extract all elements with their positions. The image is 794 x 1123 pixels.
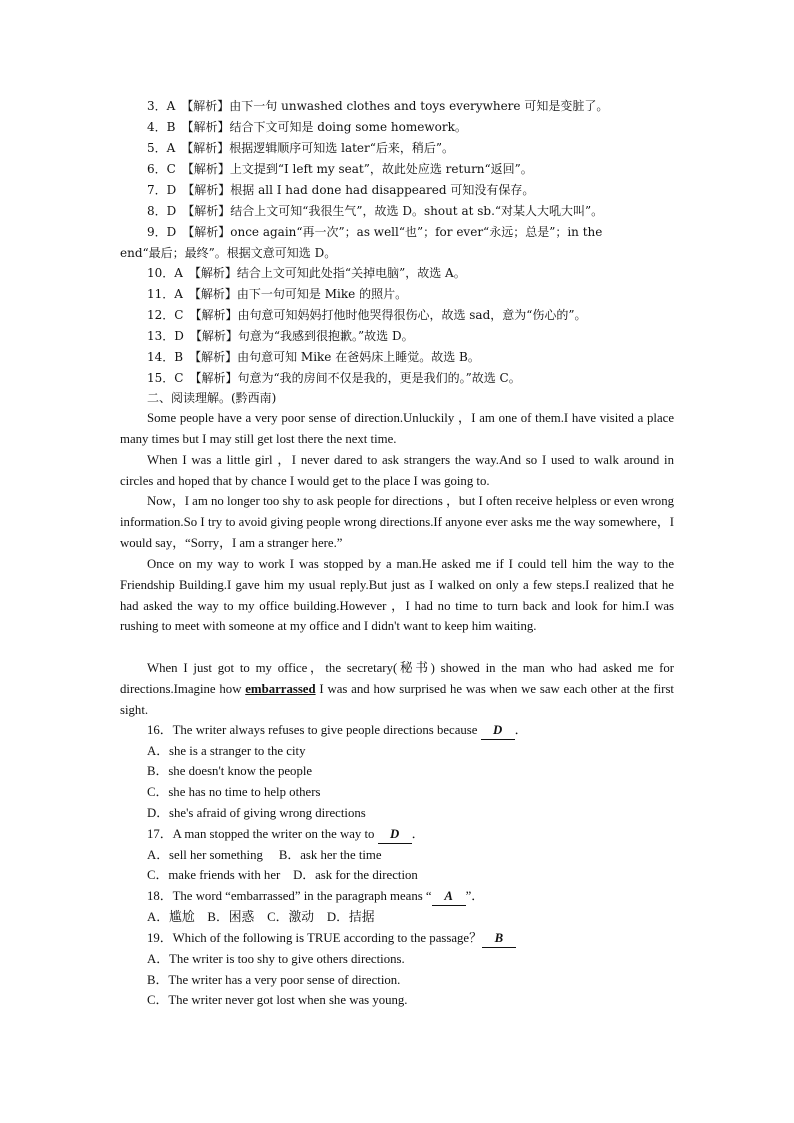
answer-line-15: 15．C 【解析】句意为“我的房间不仅是我的，更是我们的。”故选 C。 [147, 371, 521, 385]
question-16-option-b: B．she doesn't know the people [147, 764, 313, 778]
question-17-answer: D [378, 825, 412, 844]
question-16 [147, 721, 527, 740]
answer-line-4: 4．B 【解析】结合下文可知是 doing some homework。 [147, 120, 467, 134]
question-18-answer: A [432, 887, 466, 906]
answer-line-8: 8．D 【解析】结合上文可知“我很生气”，故选 D。shout at sb.“对某人大吼大叫”。 [147, 204, 604, 218]
keyword-embarrassed: embarrassed [245, 681, 316, 696]
question-16-end: ． [514, 723, 528, 737]
question-16-option-d: D．she's afraid of giving wrong directions [147, 806, 366, 820]
question-19 [147, 929, 516, 948]
question-18-options: A．尴尬 B．困惑 C．激动 D．拮据 [147, 910, 375, 924]
question-17-options-ab: A．sell her something B．ask her the time [147, 848, 382, 862]
question-19-stem: 19．Which of the following is TRUE according to the passage？ [147, 931, 482, 945]
answer-line-7: 7．D 【解析】根据 all I had done had disappeared 可知没有保存。 [147, 183, 535, 197]
answer-line-14: 14．B 【解析】由句意可知 Mike 在爸妈床上睡觉。故选 B。 [147, 350, 480, 364]
answer-line-11: 11．A 【解析】由下一句可知是 Mike 的照片。 [147, 287, 408, 301]
question-17-end: ． [411, 827, 425, 841]
answer-line-5: 5．A 【解析】根据逻辑顺序可知选 later“后来，稍后”。 [147, 141, 455, 155]
question-17-stem: 17．A man stopped the writer on the way to [147, 827, 378, 841]
answer-line-9: 9．D 【解析】once again“再一次”；as well“也”；for ever“永远；总是”；in the [147, 225, 603, 239]
answer-line-10: 10．A 【解析】结合上文可知此处指“关掉电脑”，故选 A。 [147, 266, 466, 280]
passage-paragraph-1: Some people have a very poor sense of direction.Unluckily ，I am one of them.I have visited a place many times but I may still get lost there the next time. [120, 411, 674, 446]
question-18-stem: 18．The word “embarrassed” in the paragraph means “ [147, 889, 432, 903]
question-19-option-c: C．The writer never got lost when she was young. [147, 993, 408, 1007]
paragraph-5-before: When I just got to my office，the secretary(秘书) showed in the man who had asked me for directions.Imagine how [120, 661, 674, 696]
question-16-answer: D [481, 721, 515, 740]
answer-line-12: 12．C 【解析】由句意可知妈妈打他时他哭得很伤心，故选 sad，意为“伤心的”。 [147, 308, 587, 322]
question-19-option-a: A．The writer is too shy to give others directions. [147, 952, 405, 966]
question-16-stem: 16．The writer always refuses to give people directions because [147, 723, 481, 737]
question-17-options-cd: C．make friends with her D．ask for the direction [147, 868, 418, 882]
answer-line-9-cont: end“最后；最终”。根据文意可知选 D。 [120, 246, 337, 260]
answer-line-3: 3．A 【解析】由下一句 unwashed clothes and toys everywhere 可知是变脏了。 [147, 99, 609, 113]
answer-line-6: 6．C 【解析】上文提到“I left my seat”，故此处应选 return“返回”。 [147, 162, 533, 176]
passage-paragraph-3: Now，I am no longer too shy to ask people for directions ，but I often receive helpless or even wrong information.So I try to avoid giving people wrong directions.If anyone ever asks me the way somewhere，I would say，“Sorry，I am a stranger here.” [120, 494, 674, 550]
question-18 [147, 887, 484, 906]
answer-line-13: 13．D 【解析】句意为“我感到很抱歉。”故选 D。 [147, 329, 414, 343]
passage-paragraph-5 [120, 658, 674, 720]
section-title: 二、阅读理解。(黔西南) [147, 391, 277, 405]
question-19-option-b: B．The writer has a very poor sense of direction. [147, 973, 401, 987]
paragraph-5-after: I was and how surprised he was when we saw each other at the first sight. [120, 681, 674, 717]
question-17 [147, 825, 424, 844]
question-16-option-a: A．she is a stranger to the city [147, 744, 306, 758]
passage-paragraph-4: Once on my way to work I was stopped by a man.He asked me if I could tell him the way to the Friendship Building.I gave him my usual reply.But just as I walked on only a few steps.I realized that he had asked the way to my office building.However ，I had no time to turn back and look for him.I was rushing to meet with someone at my office and I didn't want to keep him waiting. [120, 557, 674, 634]
passage-paragraph-2: When I was a little girl ，I never dared to ask strangers the way.And so I used to walk around in circles and hoped that by chance I would get to the place I was going to. [120, 453, 674, 488]
question-18-end: ”． [465, 889, 485, 903]
question-19-answer: B [482, 929, 516, 948]
question-16-option-c: C．she has no time to help others [147, 785, 321, 799]
